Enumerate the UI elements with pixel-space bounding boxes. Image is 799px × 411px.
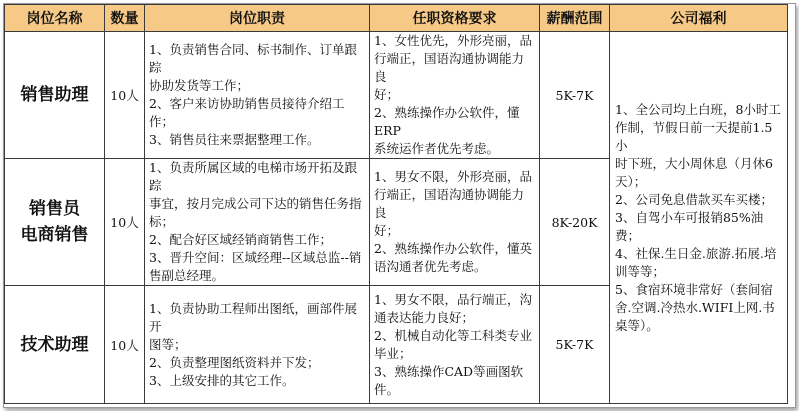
text-line: 2、熟练操作办公软件，懂ERP	[374, 105, 520, 138]
job-salary: 5K-7K	[540, 32, 610, 159]
header-salary: 薪酬范围	[540, 5, 610, 32]
job-requirements	[370, 286, 540, 404]
job-name-line: 电商销售	[20, 225, 89, 245]
text-line: 2、配合好区域经销商销售工作；	[149, 232, 332, 247]
job-name-line: 销售助理	[20, 85, 89, 105]
job-duties	[145, 32, 370, 159]
header-row	[5, 5, 788, 32]
job-count: 10人	[105, 159, 145, 286]
table-row	[5, 32, 788, 159]
job-duties	[145, 159, 370, 286]
text-line: 行端正，国语沟通协调能力良	[374, 51, 525, 84]
text-line: 1、负责协助工程师出图纸，画部件展开	[149, 300, 357, 334]
job-name	[5, 32, 105, 159]
company-welfare	[610, 32, 788, 404]
text-line: 作制，节假日前一天提前1.5小	[615, 119, 773, 153]
text-line: 3、上级安排的其它工作。	[149, 372, 295, 388]
job-count: 10人	[105, 286, 145, 404]
text-line: 3、销售员往来票据整理工作。	[149, 132, 320, 147]
text-line: 天）；	[615, 173, 647, 189]
job-salary: 5K-7K	[540, 286, 610, 404]
header-welfare: 公司福利	[610, 5, 788, 32]
text-line: 1、女性优先，外形亮丽，品	[374, 33, 532, 48]
text-line: 2、熟练操作办公软件，懂英	[374, 241, 532, 256]
text-line: 1、男女不限，外形亮丽，品	[374, 169, 532, 184]
text-line: 3、自驾小车可报销85%油费；	[615, 209, 764, 243]
text-line: 3、晋升空间：区域经理--区域总监--销	[149, 250, 362, 265]
job-name-line: 销售员	[29, 199, 80, 219]
text-line: 1、负责销售合同、标书制作、订单跟踪	[149, 42, 357, 75]
text-line: 2、公司免息借款买车买楼；	[615, 191, 773, 207]
text-line: 系统运作者优先考虑。	[374, 141, 500, 156]
header-duties: 岗位职责	[145, 5, 370, 32]
text-line: 1、全公司均上白班，8小时工	[615, 101, 781, 117]
text-line: 1、男女不限，品行端正，沟	[374, 291, 532, 307]
text-line: 图等；	[149, 336, 187, 352]
text-line: 4、社保.生日金.旅游.拓展.培	[615, 245, 777, 261]
text-line: 语沟通者优先考虑。	[374, 259, 487, 274]
text-line: 标；	[149, 214, 175, 229]
job-name-line: 技术助理	[20, 334, 89, 355]
text-line: 好；	[374, 87, 400, 102]
text-line: 协助发货等工作；	[149, 78, 250, 93]
text-line: 通表达能力良好；	[374, 309, 475, 325]
text-line: 事宜，按月完成公司下达的销售任务指	[149, 196, 362, 211]
text-line: 2、客户来访协助销售员接待介绍工作；	[149, 96, 345, 129]
job-duties	[145, 286, 370, 404]
header-count: 数量	[105, 5, 145, 32]
text-line: 售副总经理。	[149, 268, 225, 283]
job-requirements	[370, 159, 540, 286]
text-line: 好；	[374, 223, 400, 238]
text-line: 5、食宿环境非常好（套间宿	[615, 281, 773, 297]
text-line: 舍.空调.冷热水.WIFI上网.书	[615, 299, 775, 315]
job-name	[5, 286, 105, 404]
text-line: 2、机械自动化等工科类专业	[374, 327, 532, 343]
text-line: 2、负责整理图纸资料并下发；	[149, 354, 320, 370]
text-line: 1、负责所属区域的电梯市场开拓及跟踪	[149, 160, 357, 193]
text-line: 行端正，国语沟通协调能力良	[374, 187, 525, 220]
header-position: 岗位名称	[5, 5, 105, 32]
job-requirements	[370, 32, 540, 159]
job-salary: 8K-20K	[540, 159, 610, 286]
job-name	[5, 159, 105, 286]
text-line: 毕业；	[374, 345, 412, 361]
header-requirements: 任职资格要求	[370, 5, 540, 32]
job-table	[4, 4, 788, 404]
text-line: 3、熟练操作CAD等画图软件。	[374, 363, 524, 397]
text-line: 桌等）。	[615, 317, 659, 333]
job-count: 10人	[105, 32, 145, 159]
text-line: 时下班，大小周休息（月休6	[615, 155, 773, 171]
text-line: 训等等；	[615, 263, 666, 279]
